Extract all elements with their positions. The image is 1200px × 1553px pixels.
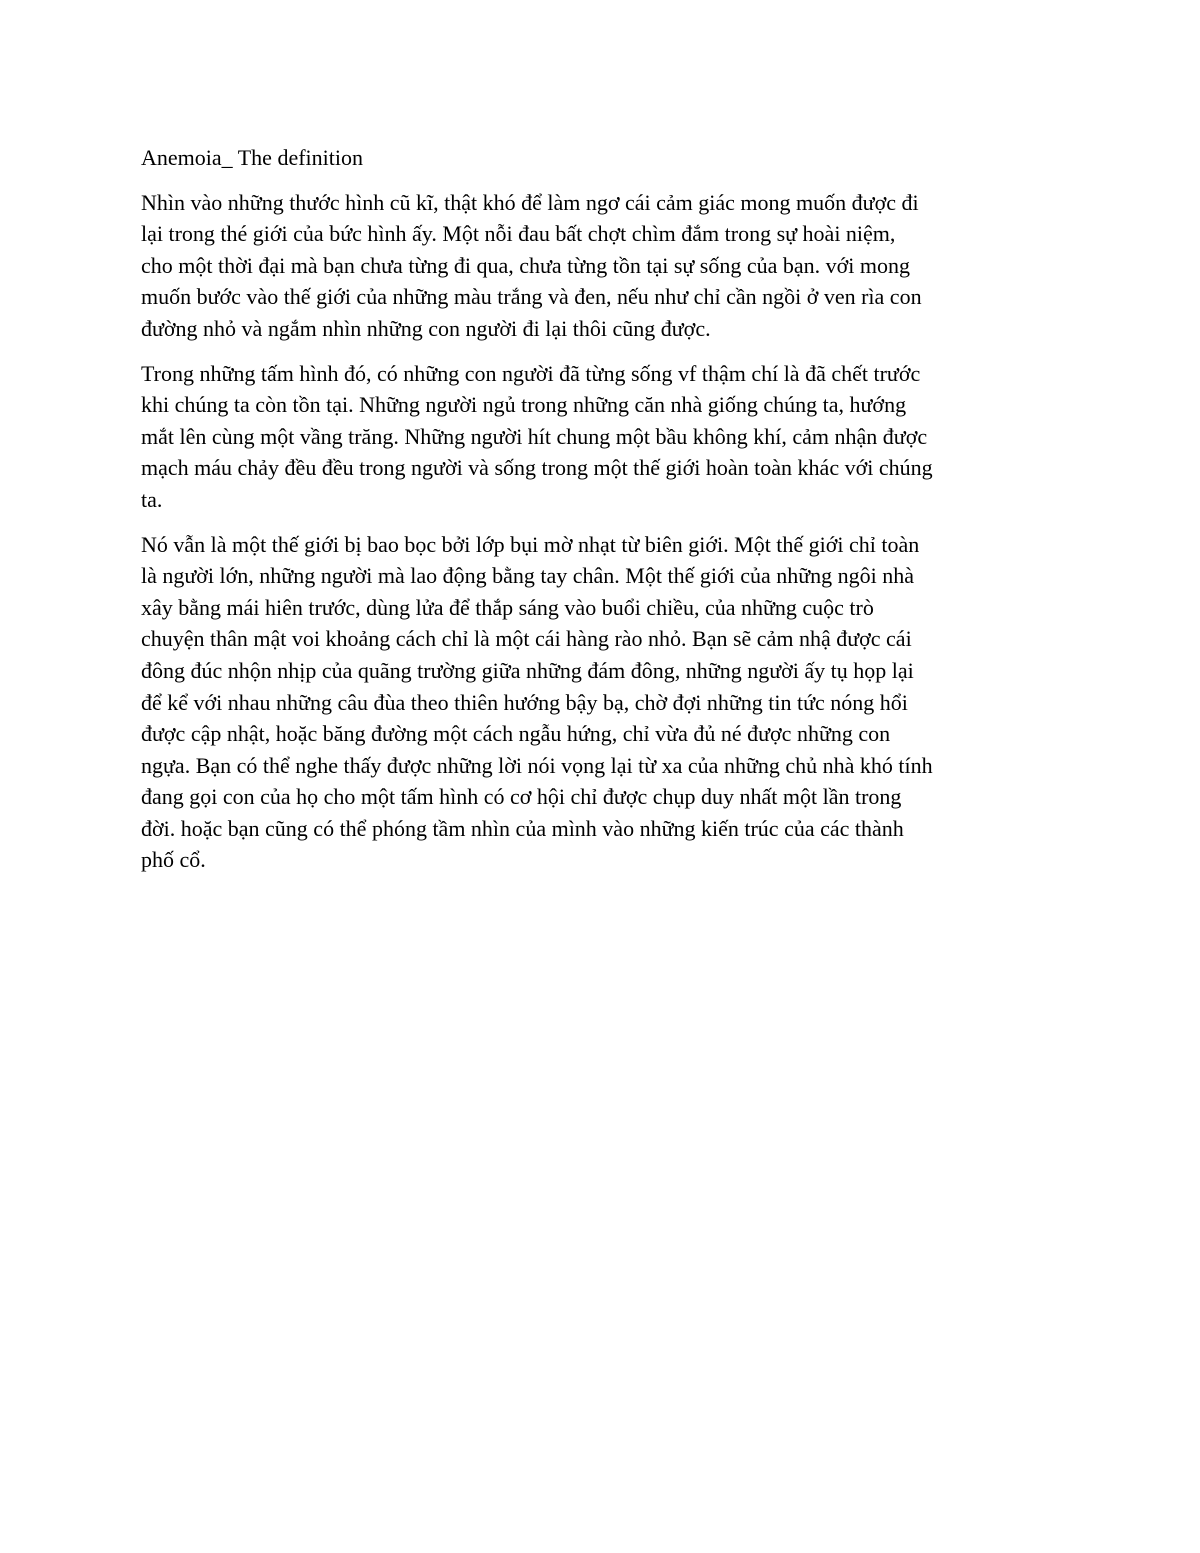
text-line: được cập nhật, hoặc băng đường một cách ngẫu hứng, chỉ vừa đủ né được những con: [141, 721, 891, 747]
text-line: để kể với nhau những câu đùa theo thiên hướng bậy bạ, chờ đợi những tin tức nóng hổi: [141, 689, 908, 715]
text-line: ngựa. Bạn có thể nghe thấy được những lời nói vọng lại từ xa của những chủ nhà khó tính: [141, 752, 933, 778]
text-line: Trong những tấm hình đó, có những con người đã từng sống vf thậm chí là đã chết trước: [141, 360, 921, 386]
text-line: muốn bước vào thế giới của những màu trắng và đen, nếu như chỉ cần ngồi ở ven rìa con: [141, 284, 922, 310]
text-line: Nó vẫn là một thế giới bị bao bọc bởi lớp bụi mờ nhạt từ biên giới. Một thế giới chỉ toàn: [141, 531, 920, 557]
document-body: [141, 142, 1066, 889]
text-line: là người lớn, những người mà lao động bằng tay chân. Một thế giới của những ngôi nhà: [141, 563, 915, 589]
text-line: lại trong thé giới của bức hình ấy. Một nỗi đau bất chợt chìm đắm trong sự hoài niệm,: [141, 221, 896, 247]
text-line: đời. hoặc bạn cũng có thể phóng tầm nhìn của mình vào những kiến trúc của các thành: [141, 815, 904, 841]
text-line: đông đúc nhộn nhịp của quãng trường giữa những đám đông, những người ấy tụ họp lại: [141, 657, 914, 683]
paragraph-1: [141, 187, 1066, 345]
document-title: Anemoia_ The definition: [141, 145, 363, 170]
text-line: xây bằng mái hiên trước, dùng lửa để thắp sáng vào buổi chiều, của những cuộc trò: [141, 594, 874, 620]
text-line: khi chúng ta còn tồn tại. Những người ngủ trong những căn nhà giống chúng ta, hướng: [141, 392, 907, 418]
text-line: đang gọi con của họ cho một tấm hình có cơ hội chỉ được chụp duy nhất một lần trong: [141, 784, 902, 810]
text-line: mạch máu chảy đều đều trong người và sống trong một thế giới hoàn toàn khác với chúng: [141, 455, 933, 481]
paragraph-2: [141, 358, 1066, 516]
text-line: đường nhỏ và ngắm nhìn những con người đi lại thôi cũng được.: [141, 315, 711, 341]
text-line: Nhìn vào những thước hình cũ kĩ, thật khó để làm ngơ cái cảm giác mong muốn được đi: [141, 189, 919, 215]
text-line: cho một thời đại mà bạn chưa từng đi qua, chưa từng tồn tại sự sống của bạn. với mong: [141, 252, 911, 278]
text-line: mắt lên cùng một vầng trăng. Những người hít chung một bầu không khí, cảm nhận được: [141, 423, 928, 449]
text-line: chuyện thân mật voi khoảng cách chỉ là một cái hàng rào nhỏ. Bạn sẽ cảm nhậ được cái: [141, 626, 912, 652]
text-line: phố cổ.: [141, 847, 206, 873]
text-line: ta.: [141, 486, 163, 512]
paragraph-3: [141, 529, 1066, 877]
